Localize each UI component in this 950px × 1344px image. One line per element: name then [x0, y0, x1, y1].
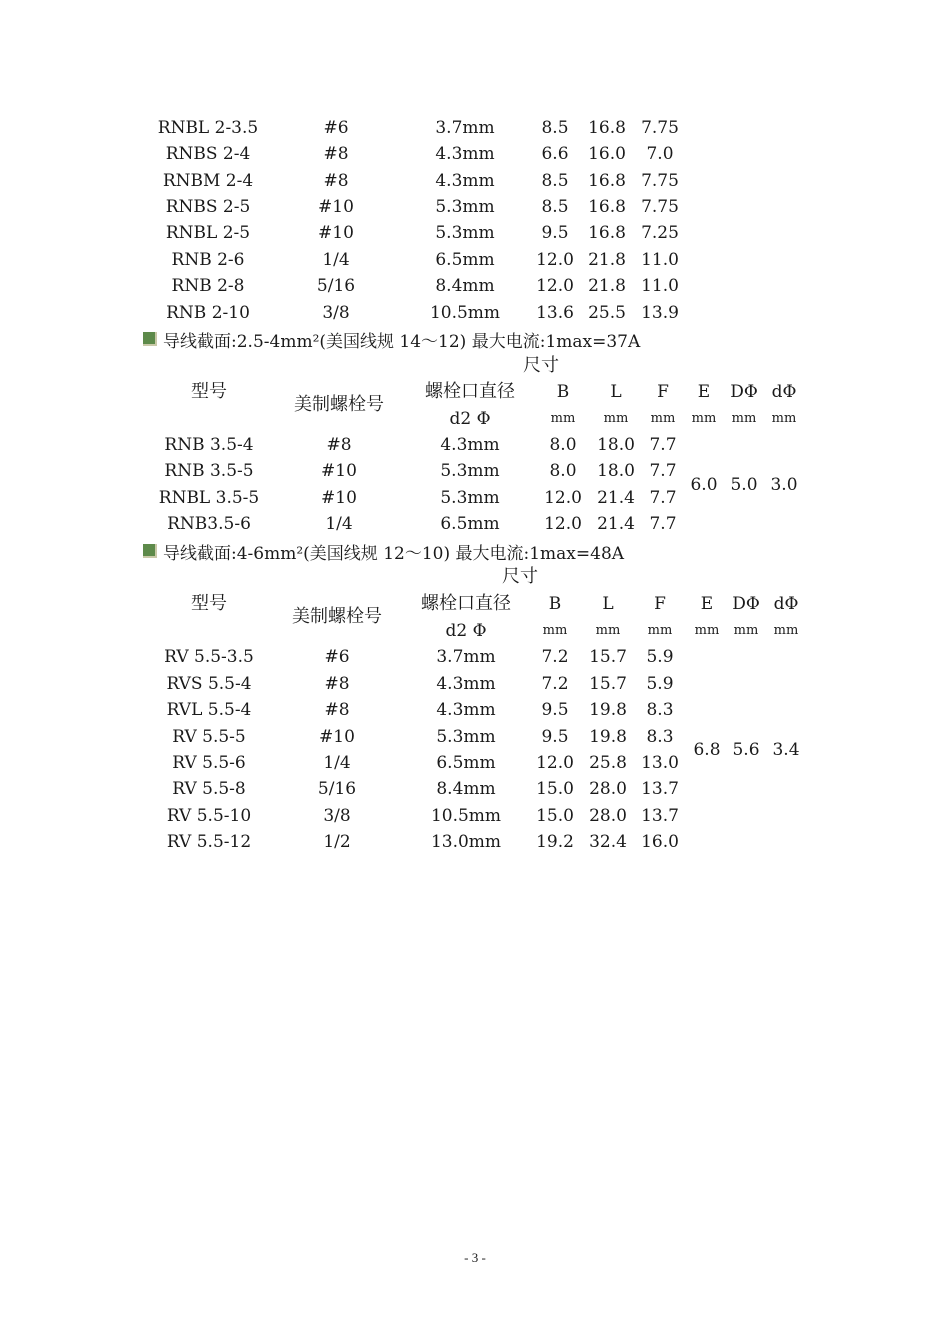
b-cell: 13.6	[536, 303, 574, 323]
f-cell: 5.9	[646, 647, 674, 667]
l-cell: 16.8	[588, 118, 626, 138]
b-cell: 9.5	[541, 223, 569, 243]
model-cell: RNB3.5-6	[167, 514, 251, 534]
bolt-cell: #8	[326, 435, 352, 455]
diameter-cell: 4.3mm	[436, 674, 496, 694]
b-cell: 12.0	[536, 250, 574, 270]
f-cell: 7.7	[649, 488, 677, 508]
bolt-cell: 1/4	[323, 753, 351, 773]
b-cell: 12.0	[536, 753, 574, 773]
f-cell: 13.0	[641, 753, 679, 773]
diameter-cell: 6.5mm	[436, 753, 496, 773]
model-cell: RV 5.5-6	[172, 753, 246, 773]
f-cell: 11.0	[641, 276, 679, 296]
l-cell: 18.0	[597, 435, 635, 455]
f-cell: 7.7	[649, 435, 677, 455]
dims-label: 尺寸	[523, 355, 559, 376]
b-cell: 6.6	[541, 144, 569, 164]
model-cell: RNBM 2-4	[162, 171, 254, 191]
f-cell: 7.75	[641, 118, 679, 138]
diameter-cell: 4.3mm	[440, 435, 500, 455]
merged-d-inner-cell: 3.4	[772, 740, 800, 760]
b-cell: 7.2	[541, 647, 569, 667]
f-cell: 13.7	[641, 779, 679, 799]
merged-d-inner-cell: 3.0	[770, 475, 798, 495]
l-cell: 16.8	[588, 197, 626, 217]
header-bolt: 美制螺栓号	[294, 394, 384, 415]
diameter-cell: 8.4mm	[435, 276, 495, 296]
merged-d-outer-cell: 5.0	[730, 475, 758, 495]
diameter-cell: 13.0mm	[430, 832, 502, 852]
diameter-cell: 5.3mm	[435, 223, 495, 243]
f-cell: 8.3	[646, 727, 674, 747]
b-cell: 8.5	[541, 118, 569, 138]
l-cell: 21.8	[588, 250, 626, 270]
header-d-outer: DΦ	[730, 382, 758, 402]
header-unit: mm	[603, 411, 629, 426]
header-unit: mm	[733, 623, 759, 638]
b-cell: 12.0	[544, 514, 582, 534]
bolt-cell: #10	[321, 461, 357, 481]
bolt-cell: #8	[324, 674, 350, 694]
bolt-cell: #10	[321, 488, 357, 508]
header-unit: mm	[771, 411, 797, 426]
f-cell: 8.3	[646, 700, 674, 720]
header-l: L	[602, 594, 614, 614]
diameter-cell: 4.3mm	[435, 171, 495, 191]
header-diameter: 螺栓口直径	[421, 593, 511, 614]
header-unit: mm	[694, 623, 720, 638]
f-cell: 7.75	[641, 171, 679, 191]
bolt-cell: 5/16	[317, 779, 357, 799]
l-cell: 19.8	[589, 700, 627, 720]
header-e: E	[697, 382, 711, 402]
model-cell: RV 5.5-10	[166, 806, 252, 826]
b-cell: 19.2	[536, 832, 574, 852]
header-model: 型号	[191, 593, 227, 614]
model-cell: RNBL 2-5	[165, 223, 251, 243]
l-cell: 28.0	[589, 806, 627, 826]
merged-e-cell: 6.0	[690, 475, 718, 495]
header-unit: mm	[595, 623, 621, 638]
header-unit: mm	[650, 411, 676, 426]
l-cell: 25.5	[588, 303, 626, 323]
bolt-cell: #6	[324, 647, 350, 667]
header-bolt: 美制螺栓号	[292, 606, 382, 627]
bolt-cell: #6	[323, 118, 349, 138]
diameter-cell: 4.3mm	[436, 700, 496, 720]
page-number: - 3 -	[464, 1250, 486, 1265]
model-cell: RV 5.5-8	[172, 779, 246, 799]
header-f: F	[657, 382, 669, 402]
model-cell: RNBS 2-4	[165, 144, 251, 164]
model-cell: RV 5.5-5	[172, 727, 246, 747]
diameter-cell: 5.3mm	[440, 488, 500, 508]
section3-heading-text: 导线截面:4-6mm²(美国线规 12～10) 最大电流:1max=48A	[163, 543, 625, 564]
header-l: L	[610, 382, 622, 402]
header-e: E	[700, 594, 714, 614]
model-cell: RNB 3.5-5	[164, 461, 254, 481]
square-bullet-icon	[143, 332, 157, 346]
bolt-cell: 1/4	[322, 250, 350, 270]
header-diameter-sub: d2 Φ	[449, 409, 491, 429]
f-cell: 13.7	[641, 806, 679, 826]
b-cell: 9.5	[541, 727, 569, 747]
merged-e-cell: 6.8	[693, 740, 721, 760]
f-cell: 7.0	[646, 144, 674, 164]
f-cell: 7.7	[649, 461, 677, 481]
b-cell: 8.0	[549, 461, 577, 481]
dims-label: 尺寸	[502, 566, 538, 587]
merged-d-outer-cell: 5.6	[732, 740, 760, 760]
l-cell: 18.0	[597, 461, 635, 481]
header-unit: mm	[550, 411, 576, 426]
l-cell: 16.8	[588, 223, 626, 243]
diameter-cell: 3.7mm	[436, 647, 496, 667]
diameter-cell: 5.3mm	[435, 197, 495, 217]
f-cell: 11.0	[641, 250, 679, 270]
model-cell: RNB 2-8	[171, 276, 245, 296]
f-cell: 7.7	[649, 514, 677, 534]
diameter-cell: 3.7mm	[435, 118, 495, 138]
l-cell: 15.7	[589, 674, 627, 694]
header-unit: mm	[542, 623, 568, 638]
section3-heading	[143, 540, 624, 562]
b-cell: 9.5	[541, 700, 569, 720]
f-cell: 5.9	[646, 674, 674, 694]
model-cell: RNB 2-6	[171, 250, 245, 270]
diameter-cell: 5.3mm	[436, 727, 496, 747]
bolt-cell: 1/2	[323, 832, 351, 852]
bolt-cell: 1/4	[325, 514, 353, 534]
l-cell: 21.4	[597, 514, 635, 534]
bolt-cell: 3/8	[323, 806, 351, 826]
model-cell: RNB 3.5-4	[164, 435, 254, 455]
header-d: dΦ	[771, 382, 797, 402]
model-cell: RNBS 2-5	[165, 197, 251, 217]
f-cell: 13.9	[641, 303, 679, 323]
bolt-cell: #8	[324, 700, 350, 720]
bolt-cell: #8	[323, 171, 349, 191]
header-diameter-sub: d2 Φ	[445, 621, 487, 641]
l-cell: 32.4	[589, 832, 627, 852]
diameter-cell: 5.3mm	[440, 461, 500, 481]
header-model: 型号	[191, 381, 227, 402]
l-cell: 16.0	[588, 144, 626, 164]
model-cell: RNBL 3.5-5	[158, 488, 260, 508]
diameter-cell: 10.5mm	[430, 806, 502, 826]
square-bullet-icon	[143, 544, 157, 558]
bolt-cell: 5/16	[316, 276, 356, 296]
header-d-outer: DΦ	[732, 594, 760, 614]
f-cell: 16.0	[641, 832, 679, 852]
header-unit: mm	[691, 411, 717, 426]
model-cell: RNB 2-10	[166, 303, 250, 323]
header-unit: mm	[731, 411, 757, 426]
diameter-cell: 10.5mm	[429, 303, 501, 323]
bolt-cell: #10	[318, 223, 354, 243]
diameter-cell: 4.3mm	[435, 144, 495, 164]
model-cell: RVS 5.5-4	[166, 674, 252, 694]
bolt-cell: #10	[319, 727, 355, 747]
diameter-cell: 8.4mm	[436, 779, 496, 799]
model-cell: RV 5.5-3.5	[164, 647, 254, 667]
b-cell: 12.0	[536, 276, 574, 296]
model-cell: RV 5.5-12	[166, 832, 252, 852]
header-b: B	[548, 594, 562, 614]
l-cell: 16.8	[588, 171, 626, 191]
l-cell: 21.4	[597, 488, 635, 508]
b-cell: 15.0	[536, 806, 574, 826]
bolt-cell: #8	[323, 144, 349, 164]
model-cell: RVL 5.5-4	[166, 700, 252, 720]
section2-heading-text: 导线截面:2.5-4mm²(美国线规 14～12) 最大电流:1max=37A	[163, 331, 641, 352]
header-f: F	[654, 594, 666, 614]
header-d: dΦ	[773, 594, 799, 614]
l-cell: 15.7	[589, 647, 627, 667]
l-cell: 28.0	[589, 779, 627, 799]
diameter-cell: 6.5mm	[435, 250, 495, 270]
header-unit: mm	[647, 623, 673, 638]
diameter-cell: 6.5mm	[440, 514, 500, 534]
b-cell: 12.0	[544, 488, 582, 508]
b-cell: 8.0	[549, 435, 577, 455]
b-cell: 15.0	[536, 779, 574, 799]
header-diameter: 螺栓口直径	[425, 381, 515, 402]
l-cell: 19.8	[589, 727, 627, 747]
l-cell: 21.8	[588, 276, 626, 296]
bolt-cell: #10	[318, 197, 354, 217]
b-cell: 7.2	[541, 674, 569, 694]
section2-heading	[143, 328, 640, 350]
f-cell: 7.75	[641, 197, 679, 217]
model-cell: RNBL 2-3.5	[157, 118, 259, 138]
l-cell: 25.8	[589, 753, 627, 773]
b-cell: 8.5	[541, 171, 569, 191]
b-cell: 8.5	[541, 197, 569, 217]
f-cell: 7.25	[641, 223, 679, 243]
header-unit: mm	[773, 623, 799, 638]
header-b: B	[556, 382, 570, 402]
bolt-cell: 3/8	[322, 303, 350, 323]
